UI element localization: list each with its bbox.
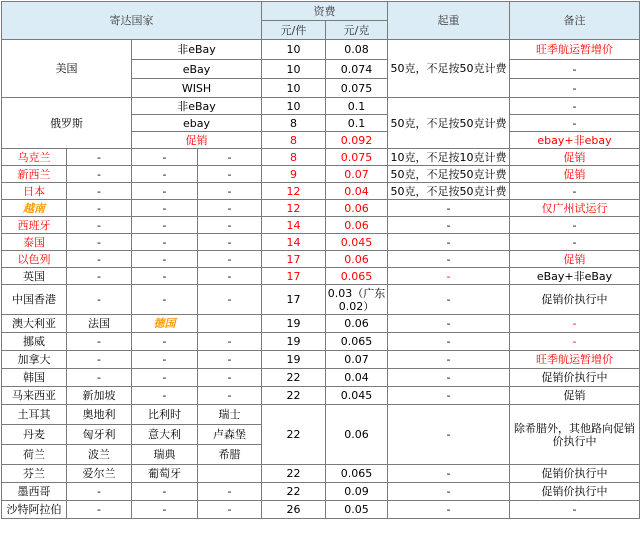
dash-cell: - [132,149,198,166]
header-per-gram: 元/克 [326,21,388,40]
per-item-cell: 22 [262,387,326,405]
country-cell: 澳大利亚 [2,315,67,333]
table-row [2,251,640,268]
dash-cell: - [67,268,132,285]
dash-cell: - [198,166,262,183]
dash-cell: - [67,501,132,519]
country-cell: 沙特阿拉伯 [2,501,67,519]
table-row [2,149,640,166]
country-cell: 中国香港 [2,285,67,315]
per-gram-cell: 0.065 [326,465,388,483]
remark-cell: - [510,79,640,98]
header-fee: 资费 [262,2,388,21]
per-gram-cell: 0.065 [326,333,388,351]
start-weight-cell: - [388,251,510,268]
per-item-cell: 12 [262,200,326,217]
table-row [2,405,640,425]
per-gram-cell: 0.06 [326,315,388,333]
country-cell: 土耳其 [2,405,67,425]
per-gram-cell: 0.06 [326,251,388,268]
dash-cell: - [67,200,132,217]
country-cell: 泰国 [2,234,67,251]
per-gram-cell: 0.09 [326,483,388,501]
per-item-cell: 19 [262,315,326,333]
dash-cell: - [132,183,198,200]
country-cell: 葡萄牙 [132,465,198,483]
per-item-cell: 14 [262,234,326,251]
header-remark: 备注 [510,2,640,40]
remark-cell: 促销价执行中 [510,483,640,501]
shipping-rate-table [1,1,640,519]
start-weight-cell: - [388,217,510,234]
per-gram-cell: 0.03（广东0.02） [326,285,388,315]
country-cell: 爱尔兰 [67,465,132,483]
start-weight-cell: 50克，不足按50克计费 [388,40,510,98]
country-cell: 丹麦 [2,425,67,445]
per-gram-cell: 0.092 [326,132,388,149]
per-item-cell: 19 [262,351,326,369]
per-item-cell: 17 [262,268,326,285]
remark-cell: 促销价执行中 [510,465,640,483]
start-weight-cell: - [388,351,510,369]
start-weight-cell: 10克，不足按10克计费 [388,149,510,166]
start-weight-cell: - [388,483,510,501]
per-gram-cell: 0.05 [326,501,388,519]
start-weight-cell: 50克，不足按50克计费 [388,98,510,149]
remark-cell: eBay+非eBay [510,268,640,285]
per-gram-cell: 0.07 [326,351,388,369]
table-row [2,315,640,333]
country-cell: 法国 [67,315,132,333]
table-row [2,234,640,251]
start-weight-cell: - [388,285,510,315]
per-item-cell: 8 [262,149,326,166]
dash-cell: - [198,200,262,217]
country-cell: 新加坡 [67,387,132,405]
service-cell: 非eBay [132,40,262,60]
country-cell: 乌克兰 [2,149,67,166]
remark-cell: - [510,333,640,351]
per-item-cell: 9 [262,166,326,183]
service-cell: 促销 [132,132,262,149]
dash-cell: - [67,234,132,251]
per-gram-cell: 0.045 [326,234,388,251]
service-cell: WISH [132,79,262,98]
start-weight-cell: - [388,333,510,351]
service-cell: eBay [132,60,262,79]
table-row [2,40,640,60]
dash-cell: - [198,483,262,501]
table-row [2,183,640,200]
remark-cell: ebay+非ebay [510,132,640,149]
start-weight-cell: - [388,234,510,251]
country-cell: 新西兰 [2,166,67,183]
dash-cell: - [132,351,198,369]
header-per-item: 元/件 [262,21,326,40]
country-cell: 荷兰 [2,445,67,465]
dash-cell: - [198,217,262,234]
per-item-cell: 26 [262,501,326,519]
dash-cell: - [67,149,132,166]
remark-cell: - [510,98,640,115]
dash-cell: - [198,351,262,369]
table-row [2,217,640,234]
dash-cell: - [132,369,198,387]
table-row [2,369,640,387]
per-gram-cell: 0.08 [326,40,388,60]
remark-cell: 旺季航运暂增价 [510,351,640,369]
country-cell [198,315,262,333]
per-gram-cell: 0.075 [326,79,388,98]
remark-cell: 仅广州试运行 [510,200,640,217]
dash-cell: - [198,183,262,200]
dash-cell: - [132,166,198,183]
table-row [2,501,640,519]
start-weight-cell: - [388,369,510,387]
dash-cell: - [132,234,198,251]
remark-cell: 促销价执行中 [510,285,640,315]
start-weight-cell: 50克，不足按50克计费 [388,166,510,183]
dash-cell: - [132,501,198,519]
per-item-cell: 17 [262,285,326,315]
dash-cell: - [67,183,132,200]
remark-cell: 促销 [510,387,640,405]
per-gram-cell: 0.06 [326,405,388,465]
dash-cell: - [132,483,198,501]
country-cell: 比利时 [132,405,198,425]
service-cell: 非eBay [132,98,262,115]
per-item-cell: 22 [262,465,326,483]
per-gram-cell: 0.06 [326,200,388,217]
dash-cell: - [132,200,198,217]
per-item-cell: 8 [262,132,326,149]
country-cell: 以色列 [2,251,67,268]
per-item-cell: 22 [262,369,326,387]
remark-cell: 促销 [510,166,640,183]
country-cell: 越南 [2,200,67,217]
dash-cell: - [132,251,198,268]
country-cell [198,465,262,483]
remark-cell: - [510,115,640,132]
country-cell: 马来西亚 [2,387,67,405]
dash-cell: - [198,234,262,251]
dash-cell: - [198,149,262,166]
per-item-cell: 10 [262,60,326,79]
dash-cell: - [132,268,198,285]
table-row [2,285,640,315]
remark-cell: - [510,315,640,333]
dash-cell: - [198,333,262,351]
dash-cell: - [132,217,198,234]
remark-cell: 促销 [510,149,640,166]
dash-cell: - [198,268,262,285]
remark-cell: 促销 [510,251,640,268]
start-weight-cell: - [388,200,510,217]
dash-cell: - [198,285,262,315]
per-gram-cell: 0.04 [326,369,388,387]
dash-cell: - [198,387,262,405]
dash-cell: - [67,166,132,183]
per-gram-cell: 0.06 [326,217,388,234]
country-cell: 德国 [132,315,198,333]
remark-cell: - [510,60,640,79]
country-cell: 瑞典 [132,445,198,465]
start-weight-cell: - [388,387,510,405]
remark-cell: - [510,217,640,234]
per-item-cell: 14 [262,217,326,234]
start-weight-cell: - [388,501,510,519]
country-cell: 意大利 [132,425,198,445]
country-cell: 希腊 [198,445,262,465]
remark-cell: - [510,501,640,519]
start-weight-cell: - [388,465,510,483]
table-row [2,465,640,483]
remark-cell: 除希腊外，其他路向促销价执行中 [510,405,640,465]
dash-cell: - [67,333,132,351]
per-gram-cell: 0.04 [326,183,388,200]
per-item-cell: 19 [262,333,326,351]
dash-cell: - [198,369,262,387]
table-row [2,166,640,183]
country-cell: 波兰 [67,445,132,465]
dash-cell: - [132,387,198,405]
country-cell: 加拿大 [2,351,67,369]
country-ru: 俄罗斯 [2,98,132,149]
dash-cell: - [67,483,132,501]
table-row [2,200,640,217]
per-gram-cell: 0.1 [326,98,388,115]
dash-cell: - [67,369,132,387]
per-gram-cell: 0.07 [326,166,388,183]
country-cell: 英国 [2,268,67,285]
country-cell: 挪威 [2,333,67,351]
dash-cell: - [67,251,132,268]
country-cell: 韩国 [2,369,67,387]
per-item-cell: 22 [262,405,326,465]
dash-cell: - [67,217,132,234]
per-gram-cell: 0.074 [326,60,388,79]
per-gram-cell: 0.065 [326,268,388,285]
remark-cell: - [510,183,640,200]
remark-cell: - [510,234,640,251]
per-item-cell: 12 [262,183,326,200]
table-row [2,98,640,115]
start-weight-cell: - [388,405,510,465]
table-row [2,268,640,285]
service-cell: ebay [132,115,262,132]
country-cell: 卢森堡 [198,425,262,445]
dash-cell: - [198,251,262,268]
per-item-cell: 22 [262,483,326,501]
country-us: 美国 [2,40,132,98]
per-item-cell: 10 [262,98,326,115]
start-weight-cell: - [388,315,510,333]
per-gram-cell: 0.075 [326,149,388,166]
table-row [2,387,640,405]
country-cell: 日本 [2,183,67,200]
per-gram-cell: 0.045 [326,387,388,405]
country-cell: 墨西哥 [2,483,67,501]
start-weight-cell: - [388,268,510,285]
dash-cell: - [67,351,132,369]
start-weight-cell: 50克，不足按50克计费 [388,183,510,200]
remark-cell: 促销价执行中 [510,369,640,387]
country-cell: 芬兰 [2,465,67,483]
per-item-cell: 10 [262,40,326,60]
dash-cell: - [198,501,262,519]
table-row [2,483,640,501]
per-item-cell: 8 [262,115,326,132]
header-start-weight: 起重 [388,2,510,40]
country-cell: 西班牙 [2,217,67,234]
remark-cell: 旺季航运暂增价 [510,40,640,60]
dash-cell: - [132,333,198,351]
dash-cell: - [67,285,132,315]
table-row [2,351,640,369]
dash-cell: - [132,285,198,315]
table-row [2,333,640,351]
per-item-cell: 10 [262,79,326,98]
country-cell: 匈牙利 [67,425,132,445]
per-gram-cell: 0.1 [326,115,388,132]
country-cell: 瑞士 [198,405,262,425]
per-item-cell: 17 [262,251,326,268]
country-cell: 奥地利 [67,405,132,425]
header-country: 寄达国家 [2,2,262,40]
